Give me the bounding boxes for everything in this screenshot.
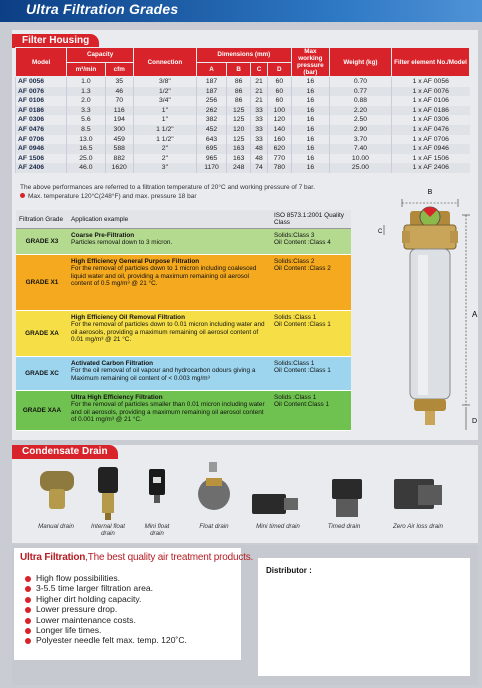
col-dimensions: Dimensions (mm) [196, 48, 291, 63]
housing-cell: 21 [251, 77, 268, 87]
col-c: C [251, 62, 268, 77]
housing-cell: AF 1506 [16, 154, 67, 164]
housing-cell: 3/4" [133, 96, 196, 106]
housing-cell: 46.0 [67, 163, 105, 173]
note-performance: The above performances are referred to a filtration temperature of 20°C and working pressure of 7 bar. [20, 184, 315, 191]
distributor-box [258, 558, 470, 676]
housing-badge: Filter Housing [12, 34, 99, 48]
housing-cell: AF 0076 [16, 87, 67, 97]
iso-solids: Solids :Class 1 [274, 314, 317, 321]
drain-label-mini-timed: Mini timed drain [256, 523, 300, 530]
housing-cell: 48 [251, 154, 268, 164]
benefit-item: 3-5.5 time larger filtration area. [24, 583, 187, 593]
grade-title: Coarse Pre-Filtration [71, 232, 135, 239]
iso-oil: Oil Content :Class 1 [274, 367, 331, 375]
housing-cell: 86 [227, 87, 251, 97]
dim-b-label: B [427, 189, 433, 196]
drain-label-mini-float: Mini float drain [144, 523, 170, 537]
grade-iso [271, 391, 351, 431]
housing-cell: 163 [227, 144, 251, 154]
grade-description: For the removal of particles down to 1 micron including coalesced liquid water and oil, providing a maximum remaining oil aerosol content of 0.5 mg/m³ @ 21 °C. [71, 265, 257, 288]
housing-cell: 1/2" [133, 87, 196, 97]
housing-cell: 120 [227, 125, 251, 135]
grade-name: GRADE XAA [16, 391, 68, 431]
grade-application [68, 229, 271, 255]
drain-badge: Condensate Drain [12, 445, 118, 459]
iso-oil: Oil Content:Class 1 [274, 401, 330, 409]
housing-cell: 187 [196, 77, 226, 87]
grade-name: GRADE XC [16, 357, 68, 391]
grade-application [68, 255, 271, 311]
grade-iso [271, 229, 351, 255]
housing-row [16, 154, 470, 164]
grade-application [68, 311, 271, 357]
housing-row [16, 125, 470, 135]
benefits-list [24, 573, 187, 646]
grade-row [16, 229, 351, 255]
housing-cell: 116 [105, 106, 133, 116]
col-grade: Filtration Grade [16, 210, 68, 229]
housing-cell: 187 [196, 87, 226, 97]
housing-cell: 16 [291, 106, 329, 116]
housing-cell: 48 [251, 144, 268, 154]
housing-cell: 248 [227, 163, 251, 173]
housing-cell: 46 [105, 87, 133, 97]
housing-cell: 25.0 [67, 154, 105, 164]
housing-cell: 100 [267, 106, 291, 116]
mini-timed-drain-image [248, 490, 302, 520]
benefits-heading-rest: ,The best quality air treatment products. [85, 552, 254, 563]
housing-cell: 33 [251, 135, 268, 145]
grade-row [16, 255, 351, 311]
housing-row [16, 87, 470, 97]
housing-cell: 2.50 [329, 115, 391, 125]
housing-cell: 16 [291, 115, 329, 125]
iso-oil: Oil Content :Class 1 [274, 321, 331, 329]
housing-cell: 1 x AF 0076 [392, 87, 470, 97]
grade-title: Ultra High Efficiency Filtration [71, 394, 163, 401]
grade-title: Activated Carbon Filtration [71, 360, 154, 367]
housing-cell: 965 [196, 154, 226, 164]
housing-cell: 3.70 [329, 135, 391, 145]
housing-cell: 125 [227, 106, 251, 116]
benefits-heading-bold: Ultra Filtration [20, 552, 86, 563]
housing-cell: 7.40 [329, 144, 391, 154]
housing-cell: 256 [196, 96, 226, 106]
housing-row [16, 144, 470, 154]
housing-cell: 1 x AF 1506 [392, 154, 470, 164]
col-application: Application example [68, 210, 271, 229]
dim-d-label: D [472, 418, 478, 425]
housing-cell: 16.5 [67, 144, 105, 154]
housing-cell: 86 [227, 96, 251, 106]
col-cfm: cfm [105, 62, 133, 77]
grade-title: High Efficiency General Purpose Filtration [71, 258, 200, 265]
grade-name: GRADE X1 [16, 255, 68, 311]
housing-cell: 588 [105, 144, 133, 154]
grade-description: For the removal of particles smaller than 0.01 micron including water and oil aerosols, providing a maximum remaining oil aerosol content of 0.001 mg/m³ @ 21 °C. [71, 401, 265, 424]
housing-cell: 10.00 [329, 154, 391, 164]
housing-cell: 1 x AF 0306 [392, 115, 470, 125]
housing-cell: 770 [267, 154, 291, 164]
col-iso: ISO 8573.1:2001 Quality Class [271, 210, 351, 229]
grade-description: Particles removal down to 3 micron. [71, 239, 173, 247]
housing-cell: 140 [267, 125, 291, 135]
housing-cell: 1 x AF 0706 [392, 135, 470, 145]
drain-label-timed: Timed drain [327, 523, 361, 530]
housing-cell: 1 1/2" [133, 135, 196, 145]
housing-cell: 382 [196, 115, 226, 125]
housing-cell: 1 x AF 0056 [392, 77, 470, 87]
housing-cell: 780 [267, 163, 291, 173]
housing-cell: 1 x AF 0186 [392, 106, 470, 116]
housing-cell: 16 [291, 96, 329, 106]
housing-cell: 0.77 [329, 87, 391, 97]
housing-cell: 16 [291, 87, 329, 97]
grade-row [16, 391, 351, 431]
housing-row [16, 106, 470, 116]
housing-cell: 16 [291, 163, 329, 173]
housing-cell: 2.0 [67, 96, 105, 106]
page-title: Ultra Filtration Grades [26, 1, 179, 17]
col-connection: Connection [133, 48, 196, 77]
housing-cell: 70 [105, 96, 133, 106]
housing-cell: AF 0056 [16, 77, 67, 87]
filter-diagram [378, 189, 480, 445]
housing-cell: 1620 [105, 163, 133, 173]
benefit-item: Lower maintenance costs. [24, 615, 187, 625]
col-capacity: Capacity [67, 48, 134, 63]
col-model: Model [16, 48, 67, 77]
mini-float-drain-image [146, 465, 168, 509]
grade-application [68, 357, 271, 391]
benefit-item: Polyester needle felt max. temp. 120˚C. [24, 635, 187, 645]
housing-cell: 125 [227, 135, 251, 145]
housing-cell: 16 [291, 77, 329, 87]
grade-title: High Efficiency Oil Removal Filtration [71, 314, 185, 321]
benefit-item: Lower pressure drop. [24, 604, 187, 614]
housing-cell: AF 0476 [16, 125, 67, 135]
housing-cell: 163 [227, 154, 251, 164]
housing-cell: 1" [133, 115, 196, 125]
housing-cell: 16 [291, 125, 329, 135]
housing-cell: AF 0306 [16, 115, 67, 125]
housing-cell: 60 [267, 96, 291, 106]
iso-solids: Solids:Class 2 [274, 258, 315, 265]
dim-c-label: C [378, 229, 383, 235]
col-a: A [196, 62, 226, 77]
housing-cell: 21 [251, 96, 268, 106]
housing-cell: 620 [267, 144, 291, 154]
housing-cell: 459 [105, 135, 133, 145]
housing-cell: 3/8" [133, 77, 196, 87]
housing-row [16, 96, 470, 106]
housing-cell: 33 [251, 115, 268, 125]
housing-cell: 882 [105, 154, 133, 164]
housing-cell: 25.00 [329, 163, 391, 173]
manual-drain-image [34, 465, 80, 517]
housing-cell: 194 [105, 115, 133, 125]
float-drain-image [192, 460, 236, 520]
housing-cell: 74 [251, 163, 268, 173]
housing-cell: 16 [291, 154, 329, 164]
housing-cell: 60 [267, 87, 291, 97]
iso-oil: Oil Content :Class 4 [274, 239, 331, 247]
iso-solids: Solids:Class 3 [274, 232, 315, 239]
note-limits-text: Max. temperature 120°C(248°F) and max. pressure 18 bar [28, 193, 197, 200]
drain-label-internal-float: Internal float drain [90, 523, 126, 537]
housing-cell: 33 [251, 125, 268, 135]
housing-cell: AF 0106 [16, 96, 67, 106]
drain-label-manual: Manual drain [38, 523, 74, 530]
housing-cell: 35 [105, 77, 133, 87]
drain-label-zero-air-loss: Zero Air loss drain [393, 523, 443, 530]
housing-cell: 643 [196, 135, 226, 145]
housing-cell: 60 [267, 77, 291, 87]
housing-cell: 5.6 [67, 115, 105, 125]
benefits-heading [20, 552, 253, 563]
housing-cell: 16 [291, 135, 329, 145]
housing-row [16, 115, 470, 125]
grade-iso [271, 357, 351, 391]
col-pressure: Max working pressure (bar) [291, 48, 329, 77]
housing-cell: 33 [251, 106, 268, 116]
housing-cell: 13.0 [67, 135, 105, 145]
timed-drain-image [326, 475, 368, 521]
drain-label-float: Float drain [199, 523, 229, 530]
housing-cell: 160 [267, 135, 291, 145]
housing-cell: 120 [267, 115, 291, 125]
grade-iso [271, 311, 351, 357]
housing-cell: 2.20 [329, 106, 391, 116]
housing-row [16, 163, 470, 173]
internal-float-drain-image [90, 465, 126, 521]
housing-cell: 8.5 [67, 125, 105, 135]
housing-cell: AF 0186 [16, 106, 67, 116]
housing-cell: 3" [133, 163, 196, 173]
housing-cell: AF 0706 [16, 135, 67, 145]
iso-solids: Solids:Class 1 [274, 360, 315, 367]
housing-cell: AF 0946 [16, 144, 67, 154]
zero-air-loss-drain-image [388, 475, 450, 521]
col-b: B [227, 62, 251, 77]
housing-cell: 2" [133, 144, 196, 154]
housing-cell: 0.88 [329, 96, 391, 106]
housing-cell: 1.0 [67, 77, 105, 87]
housing-cell: 1 x AF 2406 [392, 163, 470, 173]
housing-cell: 21 [251, 87, 268, 97]
grade-iso [271, 255, 351, 311]
housing-cell: 0.70 [329, 77, 391, 87]
col-d: D [267, 62, 291, 77]
grade-name: GRADE XA [16, 311, 68, 357]
housing-cell: 1 x AF 0106 [392, 96, 470, 106]
benefit-item: Longer life times. [24, 625, 187, 635]
housing-cell: 452 [196, 125, 226, 135]
housing-cell: AF 2406 [16, 163, 67, 173]
note-limits [20, 192, 315, 201]
iso-oil: Oil Content :Class 2 [274, 265, 331, 273]
housing-cell: 1 1/2" [133, 125, 196, 135]
grades-table [16, 210, 351, 431]
housing-cell: 16 [291, 144, 329, 154]
housing-cell: 262 [196, 106, 226, 116]
housing-cell: 1 x AF 0946 [392, 144, 470, 154]
housing-cell: 300 [105, 125, 133, 135]
grade-description: For the removal of particles down to 0.01 micron including water and oil aerosols, providing a maximum remaining oil aerosol content of 0.01 mg/m³ @ 21 °C. [71, 321, 265, 344]
notes [20, 183, 315, 201]
grade-row [16, 357, 351, 391]
housing-cell: 125 [227, 115, 251, 125]
col-element: Filter element No./Model [392, 48, 470, 77]
housing-table [15, 47, 470, 173]
benefit-item: Higher dirt holding capacity. [24, 594, 187, 604]
dim-a-label: A [472, 310, 478, 319]
benefit-item: High flow possibilities. [24, 573, 187, 583]
grade-description: For the oil removal of oil vapour and hydrocarbon odours giving a Maximum remaining oil content of < 0.003 mg/m³ [71, 367, 256, 382]
col-weight: Weight (kg) [329, 48, 391, 77]
iso-solids: Solids :Class 1 [274, 394, 317, 401]
distributor-label: Distributor : [266, 566, 312, 575]
housing-cell: 2" [133, 154, 196, 164]
housing-row [16, 135, 470, 145]
housing-cell: 1.3 [67, 87, 105, 97]
grade-application [68, 391, 271, 431]
housing-row [16, 77, 470, 87]
housing-cell: 86 [227, 77, 251, 87]
housing-cell: 1 x AF 0476 [392, 125, 470, 135]
bullet-icon [20, 193, 25, 198]
housing-cell: 1" [133, 106, 196, 116]
grade-row [16, 311, 351, 357]
housing-cell: 695 [196, 144, 226, 154]
housing-cell: 3.3 [67, 106, 105, 116]
col-m3: m³/min [67, 62, 105, 77]
grade-name: GRADE X3 [16, 229, 68, 255]
housing-cell: 2.90 [329, 125, 391, 135]
housing-cell: 1170 [196, 163, 226, 173]
